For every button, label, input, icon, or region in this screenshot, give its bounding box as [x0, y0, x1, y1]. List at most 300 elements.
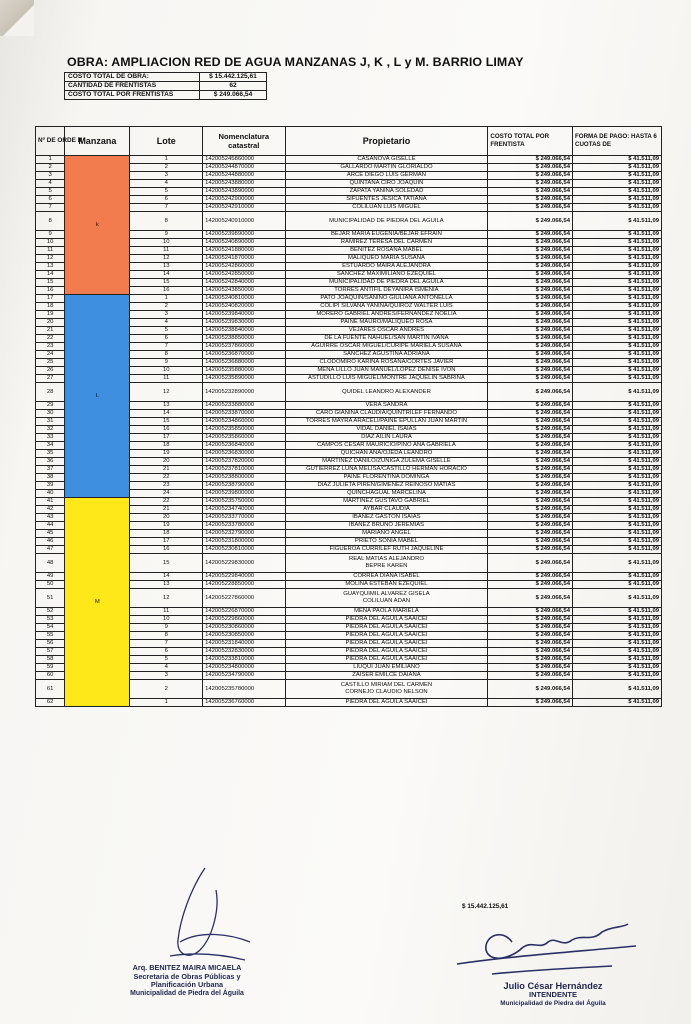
- table-row: [36, 271, 662, 279]
- cell-costo: $ 249.066,54: [488, 672, 573, 680]
- cell-costo: $ 249.066,54: [488, 383, 573, 402]
- cell-cuota: $ 41.511,09: [573, 367, 662, 375]
- cell-costo: $ 249.066,54: [488, 375, 573, 383]
- cell-cuota: $ 41.511,09: [573, 180, 662, 188]
- propietario-name-2: COLILUAN ADAN: [362, 598, 411, 604]
- cell-cuota: $ 41.511,09: [573, 490, 662, 498]
- propietario-name: GUAYQUIMIL ALVAREZ GISELA: [343, 591, 430, 597]
- header-forma-pago: FORMA DE PAGO: HASTA 6 CUOTAS DE: [573, 127, 662, 156]
- propietario-name: BENITEZ ROSANA MABEL: [350, 247, 423, 253]
- cell-costo: $ 249.066,54: [488, 188, 573, 196]
- signer-right-name: Julio César Hernández: [503, 981, 603, 991]
- signer-right-org: Municipalidad de Piedra del Águila: [500, 999, 606, 1007]
- cell-lote: 10: [130, 367, 203, 375]
- cell-orden: 1: [36, 156, 65, 164]
- cell-cuota: $ 41.511,09: [573, 319, 662, 327]
- cell-orden: 54: [36, 624, 65, 632]
- table-row: [36, 343, 662, 351]
- cell-lote: 8: [130, 632, 203, 640]
- cell-lote: 9: [130, 624, 203, 632]
- table-row: [36, 450, 662, 458]
- table-row: [36, 648, 662, 656]
- cell-lote: 2: [130, 164, 203, 172]
- cell-orden: 21: [36, 327, 65, 335]
- cell-nomenclatura: 142005238800000: [203, 474, 285, 482]
- table-row: [36, 699, 662, 707]
- cell-cuota: $ 41.511,09: [573, 383, 662, 402]
- table-row: [36, 180, 662, 188]
- propietario-name: MOLINA ESTEBAN EZEQUIEL: [345, 581, 428, 587]
- propietario-name: PIEDRA DEL AGUILA SAAICEI: [345, 632, 428, 638]
- cell-lote: 23: [130, 482, 203, 490]
- cell-cuota: $ 41.511,09: [573, 212, 662, 231]
- cell-propietario: [285, 581, 488, 589]
- header-costo: COSTO TOTAL POR FRENTISTA: [488, 127, 573, 156]
- cell-nomenclatura: 142005239800000: [203, 490, 285, 498]
- cell-cuota: $ 41.511,09: [573, 172, 662, 180]
- summary-row: [65, 73, 267, 82]
- cell-lote: 9: [130, 359, 203, 367]
- cell-propietario: [285, 410, 488, 418]
- table-row: [36, 490, 662, 498]
- cell-nomenclatura: 142005229860000: [203, 616, 285, 624]
- cell-orden: 42: [36, 506, 65, 514]
- cell-cuota: $ 41.511,09: [573, 699, 662, 707]
- cell-nomenclatura: 142005230860000: [203, 624, 285, 632]
- cell-orden: 23: [36, 343, 65, 351]
- propietario-name: MALIQUEO MARIA SUSANA: [347, 255, 425, 261]
- cell-propietario: [285, 263, 488, 271]
- propietario-name: GUTIERREZ LUNA MELISA/CASTILLO HERMAN HORACIO: [306, 466, 467, 472]
- cell-nomenclatura: 142005233870000: [203, 410, 285, 418]
- manzana-label: k: [95, 221, 99, 228]
- cell-orden: 48: [36, 554, 65, 573]
- cell-lote: 11: [130, 375, 203, 383]
- propietario-name-2: CORNEJO CLAUDIO NELSON: [345, 689, 428, 695]
- cell-lote: 19: [130, 450, 203, 458]
- cell-propietario: [285, 287, 488, 295]
- propietario-name: MUNICIPALIDAD DE PIEDRA DEL AGUILA: [329, 217, 444, 224]
- table-row: [36, 196, 662, 204]
- cell-costo: $ 249.066,54: [488, 546, 573, 554]
- cell-lote: 18: [130, 530, 203, 538]
- cell-orden: 38: [36, 474, 65, 482]
- signer-right-role: INTENDENTE: [529, 989, 577, 999]
- cell-orden: 39: [36, 482, 65, 490]
- cell-propietario: [285, 616, 488, 624]
- signer-left-role-1: Secretaria de Obras Públicas y: [133, 971, 241, 981]
- cell-propietario: [285, 367, 488, 375]
- summary-label: COSTO TOTAL POR FRENTISTAS: [65, 91, 200, 100]
- cell-cuota: $ 41.511,09: [573, 546, 662, 554]
- propietario-name-2: BEPRE KAREN: [365, 563, 408, 569]
- propietario-name: PATO JOAQUIN/SANINO GIULIANA ANTONELLA: [320, 295, 453, 301]
- cell-orden: 51: [36, 589, 65, 608]
- cell-propietario: [285, 359, 488, 367]
- cell-cuota: $ 41.511,09: [573, 255, 662, 263]
- cell-lote: 9: [130, 231, 203, 239]
- summary-row: [65, 82, 267, 91]
- cell-propietario: [285, 295, 488, 303]
- propietario-name: VERA SANDRA: [365, 402, 408, 408]
- table-row: [36, 335, 662, 343]
- table-row: [36, 164, 662, 172]
- cell-cuota: $ 41.511,09: [573, 156, 662, 164]
- summary-row: [65, 91, 267, 100]
- cell-nomenclatura: 142005235890000: [203, 375, 285, 383]
- cell-orden: 57: [36, 648, 65, 656]
- cell-propietario: [285, 204, 488, 212]
- cell-cuota: $ 41.511,09: [573, 402, 662, 410]
- cell-costo: $ 249.066,54: [488, 279, 573, 287]
- page-fold-corner: [0, 0, 34, 36]
- propietario-name: PIEDRA DEL AGUILA SAAICEI: [345, 624, 428, 630]
- propietario-name: PIEDRA DEL AGUILA SAAICEI: [345, 699, 428, 705]
- cell-nomenclatura: 142005243890000: [203, 188, 285, 196]
- cell-orden: 3: [36, 172, 65, 180]
- cell-nomenclatura: 142005243850000: [203, 287, 285, 295]
- cell-cuota: $ 41.511,09: [573, 351, 662, 359]
- cell-orden: 31: [36, 418, 65, 426]
- cell-propietario: [285, 498, 488, 506]
- cell-lote: 4: [130, 664, 203, 672]
- summary-value: 62: [200, 82, 267, 91]
- propietario-name: PAINE MAURO/MALIQUEO ROSA: [340, 319, 433, 325]
- cell-propietario: [285, 383, 488, 402]
- cell-lote: 6: [130, 196, 203, 204]
- cell-lote: 3: [130, 672, 203, 680]
- cell-lote: 10: [130, 616, 203, 624]
- cell-cuota: $ 41.511,09: [573, 506, 662, 514]
- cell-costo: $ 249.066,54: [488, 458, 573, 466]
- cell-lote: 16: [130, 287, 203, 295]
- propietario-name: DE LA FUENTE NAHUEL/SAN MARTIN IVANA: [324, 335, 449, 341]
- manzana-block-k: [65, 156, 130, 295]
- propietario-name: SANCHEZ MAXIMILIANO EZEQUIEL: [336, 271, 437, 277]
- cell-lote: 14: [130, 573, 203, 581]
- cell-orden: 34: [36, 442, 65, 450]
- cell-cuota: $ 41.511,09: [573, 239, 662, 247]
- cell-costo: $ 249.066,54: [488, 351, 573, 359]
- cell-propietario: [285, 212, 488, 231]
- table-row: [36, 255, 662, 263]
- cell-lote: 13: [130, 581, 203, 589]
- cell-costo: $ 249.066,54: [488, 239, 573, 247]
- cell-nomenclatura: 142005243880000: [203, 180, 285, 188]
- summary-label: COSTO TOTAL DE OBRA:: [65, 73, 200, 82]
- signature-left-drawing: [150, 860, 270, 970]
- cell-costo: $ 249.066,54: [488, 255, 573, 263]
- summary-value: $ 249.066,54: [200, 91, 267, 100]
- header-nomenclatura: Nomenclatura catastral: [203, 127, 285, 156]
- cell-cuota: $ 41.511,09: [573, 263, 662, 271]
- cell-costo: $ 249.066,54: [488, 616, 573, 624]
- table-row: [36, 680, 662, 699]
- cell-lote: 13: [130, 263, 203, 271]
- cell-orden: 24: [36, 351, 65, 359]
- table-row: [36, 263, 662, 271]
- cell-costo: $ 249.066,54: [488, 581, 573, 589]
- cell-cuota: $ 41.511,09: [573, 231, 662, 239]
- cell-costo: $ 249.066,54: [488, 554, 573, 573]
- propietario-name: AYBAR CLAUDIA: [363, 506, 410, 512]
- cell-nomenclatura: 142005234860000: [203, 418, 285, 426]
- cell-costo: $ 249.066,54: [488, 514, 573, 522]
- table-row: [36, 239, 662, 247]
- cell-cuota: $ 41.511,09: [573, 632, 662, 640]
- table-row: [36, 418, 662, 426]
- cell-cuota: $ 41.511,09: [573, 530, 662, 538]
- cell-propietario: [285, 624, 488, 632]
- cell-propietario: [285, 506, 488, 514]
- table-row: [36, 442, 662, 450]
- cell-cuota: $ 41.511,09: [573, 482, 662, 490]
- cell-propietario: [285, 172, 488, 180]
- cell-nomenclatura: 142005236840000: [203, 442, 285, 450]
- cell-lote: 16: [130, 426, 203, 434]
- cell-lote: 12: [130, 383, 203, 402]
- cell-cuota: $ 41.511,09: [573, 359, 662, 367]
- cell-lote: 19: [130, 522, 203, 530]
- cell-nomenclatura: 142005235860000: [203, 434, 285, 442]
- cell-cuota: $ 41.511,09: [573, 589, 662, 608]
- cell-costo: $ 249.066,54: [488, 434, 573, 442]
- table-row: [36, 458, 662, 466]
- propietario-name: COLILUAN LUIS MIGUEL: [352, 204, 421, 210]
- table-row: [36, 474, 662, 482]
- cell-costo: $ 249.066,54: [488, 359, 573, 367]
- cell-lote: 13: [130, 402, 203, 410]
- cell-lote: 21: [130, 466, 203, 474]
- cell-nomenclatura: 142005239840000: [203, 311, 285, 319]
- cell-nomenclatura: 142005230850000: [203, 632, 285, 640]
- cell-cuota: $ 41.511,09: [573, 680, 662, 699]
- cell-lote: 7: [130, 343, 203, 351]
- cell-costo: $ 249.066,54: [488, 367, 573, 375]
- propietario-name: ZAPATA YANINA SOLEDAD: [349, 188, 424, 194]
- cell-propietario: [285, 522, 488, 530]
- cell-nomenclatura: 142005231800000: [203, 538, 285, 546]
- cell-orden: 41: [36, 498, 65, 506]
- cell-cuota: $ 41.511,09: [573, 640, 662, 648]
- propietario-name: CORREA DIANA ISABEL: [353, 573, 420, 579]
- cell-lote: 15: [130, 418, 203, 426]
- cell-propietario: [285, 164, 488, 172]
- cell-lote: 1: [130, 156, 203, 164]
- table-row: [36, 522, 662, 530]
- cell-propietario: [285, 319, 488, 327]
- cell-lote: 5: [130, 188, 203, 196]
- table-row: [36, 624, 662, 632]
- cell-propietario: [285, 335, 488, 343]
- cell-cuota: $ 41.511,09: [573, 442, 662, 450]
- table-row: [36, 608, 662, 616]
- cell-cuota: $ 41.511,09: [573, 581, 662, 589]
- cell-propietario: [285, 402, 488, 410]
- cell-nomenclatura: 142005242910000: [203, 204, 285, 212]
- cell-propietario: [285, 589, 488, 608]
- cell-orden: 25: [36, 359, 65, 367]
- signature-left-block: [112, 964, 262, 998]
- cell-lote: 24: [130, 490, 203, 498]
- table-row: [36, 506, 662, 514]
- propietario-name: CASTILLO MIRIAM DEL CARMEN: [340, 682, 433, 688]
- cell-propietario: [285, 538, 488, 546]
- propietario-name: CASANOVA GISELLE: [357, 156, 416, 162]
- table-row: [36, 295, 662, 303]
- cell-lote: 4: [130, 180, 203, 188]
- cell-nomenclatura: 142005239830000: [203, 319, 285, 327]
- cell-propietario: [285, 699, 488, 707]
- cell-costo: $ 249.066,54: [488, 466, 573, 474]
- cell-nomenclatura: 142005233770000: [203, 514, 285, 522]
- cell-costo: $ 249.066,54: [488, 589, 573, 608]
- cell-propietario: [285, 672, 488, 680]
- cell-orden: 15: [36, 279, 65, 287]
- cell-propietario: [285, 434, 488, 442]
- propietario-name: PAINE FLORENTINA DOMINGA: [343, 474, 430, 480]
- cell-lote: 15: [130, 554, 203, 573]
- cell-nomenclatura: 142005237810000: [203, 466, 285, 474]
- cell-costo: $ 249.066,54: [488, 506, 573, 514]
- cell-propietario: [285, 608, 488, 616]
- cell-propietario: [285, 442, 488, 450]
- cell-costo: $ 249.066,54: [488, 490, 573, 498]
- cell-lote: 7: [130, 204, 203, 212]
- header-manzana: Manzana: [65, 127, 130, 156]
- cell-cuota: $ 41.511,09: [573, 188, 662, 196]
- cell-propietario: [285, 247, 488, 255]
- cell-orden: 56: [36, 640, 65, 648]
- propietario-name: TORRES ANTIFIL DEYANIRA ISMENIA: [334, 287, 439, 293]
- grand-total: $ 15.442.125,61: [462, 903, 509, 910]
- cell-cuota: $ 41.511,09: [573, 426, 662, 434]
- table-row: [36, 581, 662, 589]
- cell-cuota: $ 41.511,09: [573, 279, 662, 287]
- cell-nomenclatura: 142005233880000: [203, 402, 285, 410]
- cell-cuota: $ 41.511,09: [573, 538, 662, 546]
- propietario-name: FIGUEROA CURRILEF RUTH JAQUELINE: [329, 546, 444, 552]
- cell-orden: 6: [36, 196, 65, 204]
- table-row: [36, 247, 662, 255]
- cell-orden: 20: [36, 319, 65, 327]
- cell-lote: 16: [130, 546, 203, 554]
- cell-nomenclatura: 142005230810000: [203, 546, 285, 554]
- cell-nomenclatura: 142005240820000: [203, 303, 285, 311]
- propietario-name: MARTINEZ GUSTAVO GABRIEL: [343, 498, 430, 504]
- cell-nomenclatura: 142005228850000: [203, 581, 285, 589]
- cell-costo: $ 249.066,54: [488, 263, 573, 271]
- propietario-name: PRIETO SONIA MABEL: [354, 538, 418, 544]
- propietario-name: QUINTANA CIRO JOAQUIN: [349, 180, 424, 186]
- cell-lote: 22: [130, 498, 203, 506]
- cell-propietario: [285, 490, 488, 498]
- cell-costo: $ 249.066,54: [488, 180, 573, 188]
- cell-propietario: [285, 482, 488, 490]
- propietario-name: VEJARES OSCAR ANDRES: [348, 327, 425, 333]
- cell-cuota: $ 41.511,09: [573, 466, 662, 474]
- cell-nomenclatura: 142005227860000: [203, 589, 285, 608]
- header-propietario: Propietario: [285, 127, 488, 156]
- cell-costo: $ 249.066,54: [488, 247, 573, 255]
- propietario-name: MENA PAOLA MARIELA: [354, 608, 419, 614]
- cell-costo: $ 249.066,54: [488, 327, 573, 335]
- cell-propietario: [285, 680, 488, 699]
- cell-orden: 18: [36, 303, 65, 311]
- summary-value: $ 15.442.125,61: [200, 73, 267, 82]
- propietario-name: MUNICIPALIDAD DE PIEDRA DEL AGUILA: [329, 279, 444, 285]
- cell-orden: 19: [36, 311, 65, 319]
- cell-orden: 30: [36, 410, 65, 418]
- cell-propietario: [285, 656, 488, 664]
- cell-nomenclatura: 142005242850000: [203, 271, 285, 279]
- table-row: [36, 327, 662, 335]
- cell-costo: $ 249.066,54: [488, 402, 573, 410]
- cell-propietario: [285, 450, 488, 458]
- cell-orden: 35: [36, 450, 65, 458]
- table-row: [36, 466, 662, 474]
- cell-cuota: $ 41.511,09: [573, 196, 662, 204]
- cell-costo: $ 249.066,54: [488, 271, 573, 279]
- cell-nomenclatura: 142005232890000: [203, 383, 285, 402]
- cell-orden: 4: [36, 180, 65, 188]
- propietario-name: PIEDRA DEL AGUILA SAAICEI: [345, 648, 428, 654]
- propietario-name: VIDAL DANIEL ISAIAS: [356, 426, 417, 432]
- cell-nomenclatura: 142005244880000: [203, 172, 285, 180]
- cell-cuota: $ 41.511,09: [573, 311, 662, 319]
- cell-lote: 17: [130, 434, 203, 442]
- cell-costo: $ 249.066,54: [488, 172, 573, 180]
- table-row: [36, 434, 662, 442]
- cell-nomenclatura: 142005240890000: [203, 239, 285, 247]
- cell-lote: 4: [130, 319, 203, 327]
- table-row: [36, 367, 662, 375]
- cell-nomenclatura: 142005242840000: [203, 279, 285, 287]
- cell-orden: 16: [36, 287, 65, 295]
- cell-costo: $ 249.066,54: [488, 410, 573, 418]
- signer-left-org: Municipalidad de Piedra del Águila: [130, 989, 244, 997]
- cell-cuota: $ 41.511,09: [573, 522, 662, 530]
- cell-nomenclatura: 142005238850000: [203, 335, 285, 343]
- signature-right-drawing: [452, 920, 642, 982]
- propietario-name: QUINCHAGUAL MARCELINA: [346, 490, 426, 496]
- cell-nomenclatura: 142005234790000: [203, 672, 285, 680]
- table-row: [36, 359, 662, 367]
- table-row: [36, 303, 662, 311]
- table-row: [36, 672, 662, 680]
- cell-cuota: $ 41.511,09: [573, 335, 662, 343]
- cell-costo: $ 249.066,54: [488, 632, 573, 640]
- propietario-name: GALLARDO MARTIN GLORIALDO: [340, 164, 433, 170]
- cell-costo: $ 249.066,54: [488, 303, 573, 311]
- cell-nomenclatura: 142005234740000: [203, 506, 285, 514]
- cell-orden: 22: [36, 335, 65, 343]
- cell-nomenclatura: 142005236760000: [203, 699, 285, 707]
- summary-table: [64, 72, 267, 100]
- cell-costo: $ 249.066,54: [488, 699, 573, 707]
- propietario-name: COLIPI SILVANA YANINA/QUIROZ WALTER LUIS: [320, 303, 453, 309]
- cell-orden: 55: [36, 632, 65, 640]
- cell-cuota: $ 41.511,09: [573, 498, 662, 506]
- cell-orden: 2: [36, 164, 65, 172]
- document-title: OBRA: AMPLIACION RED DE AGUA MANZANAS J, K , L y M. BARRIO LIMAY: [67, 55, 524, 69]
- table-row: [36, 554, 662, 573]
- propietario-name: MARTINEZ DANILO/ZUÑIGA ZULEMA GISELLE: [322, 458, 451, 464]
- cell-orden: 62: [36, 699, 65, 707]
- cell-lote: 7: [130, 640, 203, 648]
- cell-orden: 11: [36, 247, 65, 255]
- cell-lote: 20: [130, 514, 203, 522]
